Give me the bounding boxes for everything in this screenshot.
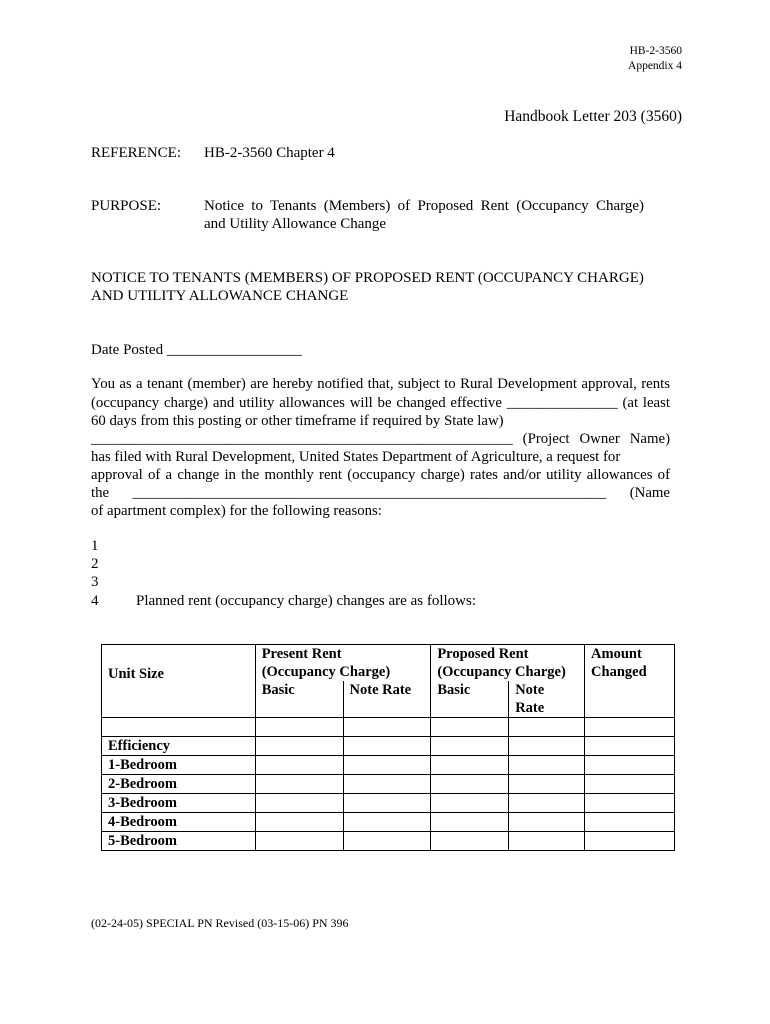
reason-number-3: 3 [91, 574, 99, 590]
body-line-8: of apartment complex) for the following reasons: [91, 503, 382, 519]
handbook-letter-title: Handbook Letter 203 (3560) [504, 108, 682, 125]
notice-heading-line1: NOTICE TO TENANTS (MEMBERS) OF PROPOSED RENT (OCCUPANCY CHARGE) [91, 270, 644, 286]
table-row [102, 737, 675, 756]
body-line-1: You as a tenant (member) are hereby notified that, subject to Rural Development approval, rents [91, 376, 670, 392]
unit-size-cell: 3-Bedroom [102, 794, 256, 813]
table-row [102, 775, 675, 794]
document-id: HB-2-3560 [629, 45, 682, 57]
document-id-block [560, 44, 682, 74]
reason-number-2: 2 [91, 556, 99, 572]
planned-changes-text: Planned rent (occupancy charge) changes are as follows: [136, 593, 476, 609]
amount-changed-header: Amount Changed [585, 645, 675, 682]
reason-number-1: 1 [91, 538, 99, 554]
body-line-4: _________________________________________________________ (Project Owner Name) [91, 431, 670, 447]
purpose-label: PURPOSE: [91, 198, 162, 214]
date-posted-field: Date Posted __________________ [91, 342, 302, 358]
table-row [102, 756, 675, 775]
table-row [102, 832, 675, 851]
spacer-cell [102, 718, 256, 737]
proposed-rent-header: Proposed Rent (Occupancy Charge) [431, 645, 585, 682]
present-rent-header: Present Rent (Occupancy Charge) [255, 645, 431, 682]
proposed-basic-header: Basic [431, 681, 509, 718]
unit-size-header: Unit Size [102, 645, 256, 718]
unit-size-cell: Efficiency [102, 737, 256, 756]
unit-size-cell: 2-Bedroom [102, 775, 256, 794]
unit-size-cell: 5-Bedroom [102, 832, 256, 851]
body-line-7: the ________________________________________________________________ (Name [91, 485, 670, 501]
table-row [102, 794, 675, 813]
rent-change-table [101, 644, 675, 851]
body-line-5: has filed with Rural Development, United States Department of Agriculture, a request for [91, 449, 621, 465]
amount-changed-blank [585, 681, 675, 718]
body-line-2: (occupancy charge) and utility allowances will be changed effective _______________ (at least [91, 395, 670, 411]
present-basic-header: Basic [255, 681, 343, 718]
reason-number-4: 4 [91, 593, 99, 609]
purpose-value-line2: and Utility Allowance Change [204, 216, 387, 232]
revision-footer: (02-24-05) SPECIAL PN Revised (03-15-06) PN 396 [91, 916, 349, 930]
reference-label: REFERENCE: [91, 145, 182, 161]
present-note-rate-header: Note Rate [343, 681, 431, 718]
purpose-value-line1: Notice to Tenants (Members) of Proposed Rent (Occupancy Charge) [204, 198, 644, 214]
unit-size-cell: 4-Bedroom [102, 813, 256, 832]
notice-heading-line2: AND UTILITY ALLOWANCE CHANGE [91, 288, 349, 304]
body-line-6: approval of a change in the monthly rent (occupancy charge) rates and/or utility allowances of [91, 467, 670, 483]
unit-size-cell: 1-Bedroom [102, 756, 256, 775]
appendix-label: Appendix 4 [628, 60, 682, 72]
reference-value: HB-2-3560 Chapter 4 [204, 145, 335, 161]
proposed-note-rate-header: Note Rate [509, 681, 585, 718]
body-line-3: 60 days from this posting or other timeframe if required by State law) [91, 413, 504, 429]
table-row [102, 813, 675, 832]
